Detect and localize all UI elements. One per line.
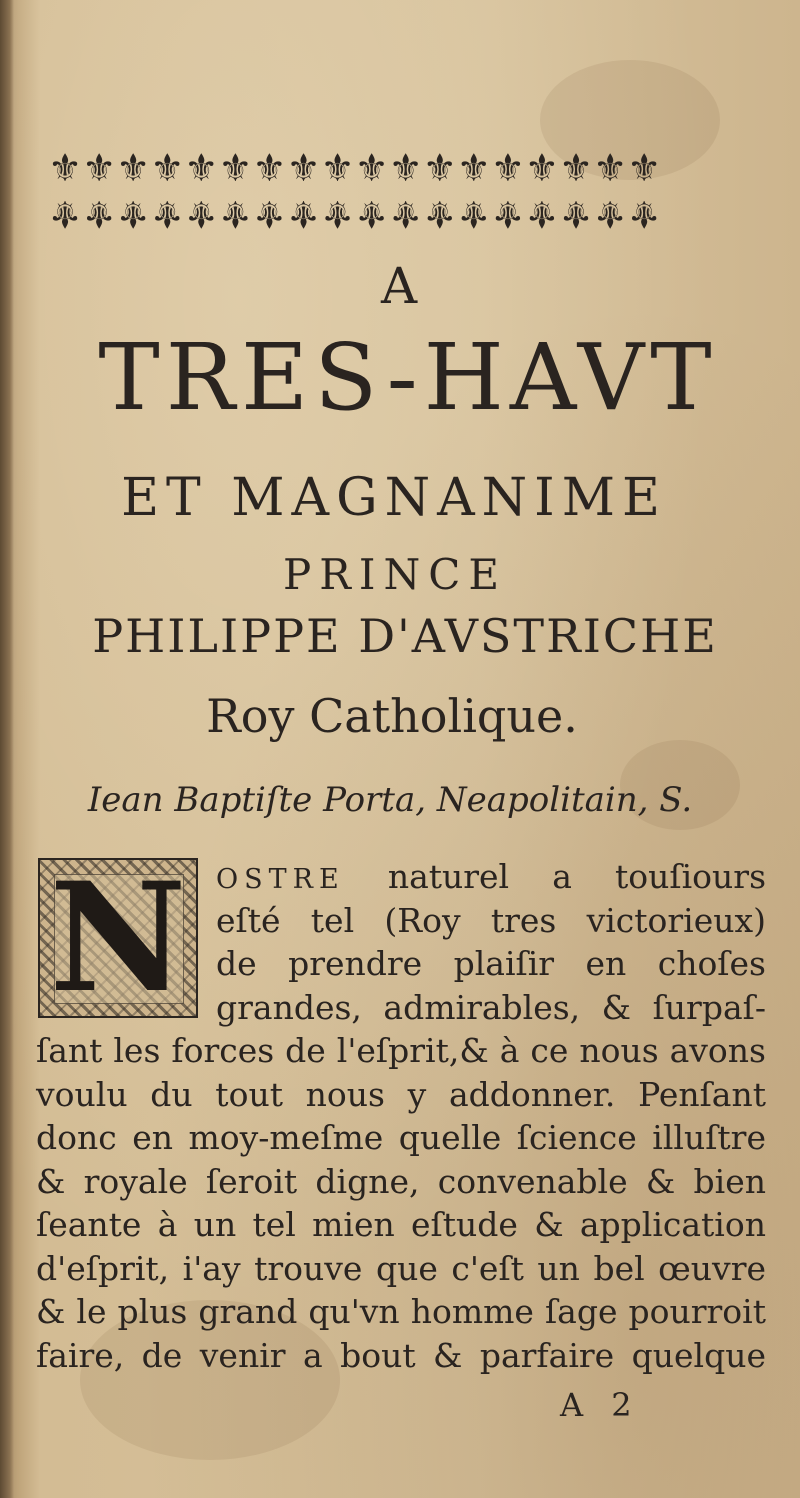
dedication-name: PHILIPPE D'AVSTRICHE	[92, 609, 718, 663]
body-line: & le plus grand qu'vn homme ſage pourroit	[36, 1292, 766, 1331]
page-binding-edge	[0, 0, 14, 1498]
signature-mark: A 2	[560, 1386, 632, 1424]
dedication-to: A	[380, 257, 420, 315]
body-line: OSTRE naturel a touſiours	[216, 857, 766, 896]
body-line: ſant les forces de l'eſprit,& à ce nous avons	[36, 1031, 766, 1070]
dedication-prince: PRINCE	[282, 550, 508, 599]
body-line: de prendre plaiſir en choſes	[216, 944, 766, 983]
fleur-de-lis-icon: ⚜⚜⚜⚜⚜⚜⚜⚜⚜⚜⚜⚜⚜⚜⚜⚜⚜⚜	[48, 192, 662, 236]
salutation-line: Iean Baptiſte Porta, Neapolitain, S.	[87, 780, 693, 820]
body-line: d'eſprit, i'ay trouve que c'eſt un bel œuvre	[36, 1248, 766, 1288]
body-line: voulu du tout nous y addonner. Penſant	[36, 1074, 766, 1114]
body-line: eſté tel (Roy tres victorieux)	[216, 900, 766, 940]
dedication-roy: Roy Catholique.	[206, 689, 578, 743]
initial-letter: N	[49, 850, 187, 1026]
body-line: donc en moy-meſme quelle ſcience illuſtre	[36, 1118, 766, 1157]
body-line: grandes, admirables, & ſurpaſ-	[216, 987, 766, 1027]
body-line: faire, de venir a bout & parfaire quelque	[36, 1335, 766, 1375]
body-line: ſeante à un tel mien eſtude & application	[36, 1205, 766, 1244]
dedication-title: TRES-HAVT	[98, 324, 718, 431]
body-text	[36, 850, 766, 1377]
fleur-de-lis-icon: ⚜⚜⚜⚜⚜⚜⚜⚜⚜⚜⚜⚜⚜⚜⚜⚜⚜⚜	[48, 146, 662, 190]
first-word: OSTRE	[216, 864, 345, 895]
dedication-subtitle: ET MAGNANIME	[121, 468, 667, 528]
body-line: & royale ſeroit digne, convenable & bien	[36, 1161, 766, 1201]
